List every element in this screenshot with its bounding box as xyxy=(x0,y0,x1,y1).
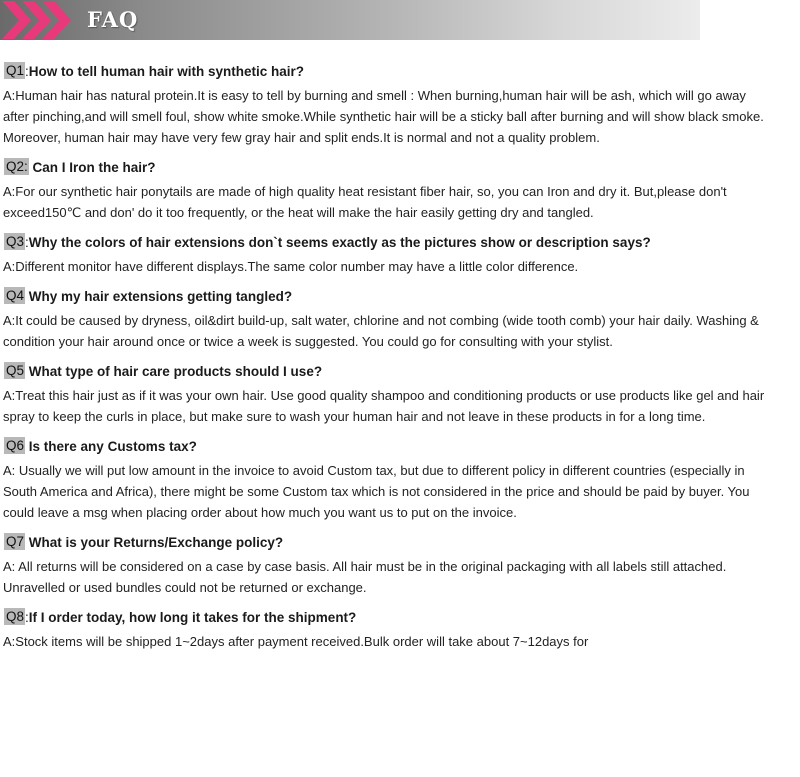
question-number: Q3 xyxy=(6,234,25,249)
chevron-1 xyxy=(2,1,31,39)
faq-question xyxy=(0,155,800,181)
faq-item xyxy=(0,359,800,427)
page-title: FAQ xyxy=(87,7,139,32)
question-text: What is your Returns/Exchange policy? xyxy=(28,535,284,550)
question-separator: : xyxy=(25,64,29,79)
faq-question xyxy=(0,359,800,385)
question-text: What type of hair care products should I use? xyxy=(28,364,323,379)
faq-item xyxy=(0,59,800,148)
question-number: Q1 xyxy=(6,63,25,78)
faq-header-banner xyxy=(0,0,700,40)
faq-answer: A: Usually we will put low amount in the invoice to avoid Custom tax, but due to different policy in different countries (especially in South America and Africa), there might be some Custom tax which is not considered in the price and should be paid by buyer. You could leave a msg when placing order about how much you want us to put on the invoice. xyxy=(3,463,750,520)
faq-question xyxy=(0,59,800,85)
faq-item xyxy=(0,284,800,352)
chevron-arrows-icon xyxy=(0,0,80,40)
faq-question xyxy=(0,434,800,460)
question-number: Q8 xyxy=(6,609,25,624)
faq-answer: A:Different monitor have different displays.The same color number may have a little color difference. xyxy=(3,259,579,274)
faq-list xyxy=(0,59,800,659)
faq-item xyxy=(0,434,800,523)
question-separator: : xyxy=(25,235,29,250)
faq-answer: A:Stock items will be shipped 1~2days after payment received.Bulk order will take about 7~12days for xyxy=(3,634,589,649)
faq-answer: A: All returns will be considered on a case by case basis. All hair must be in the original packaging with all labels still attached. Unravelled or used bundles could not be returned or exchange. xyxy=(3,559,727,595)
faq-item xyxy=(0,230,800,277)
question-number: Q6 xyxy=(6,438,25,453)
faq-question xyxy=(0,230,800,256)
faq-answer: A:Human hair has natural protein.It is easy to tell by burning and smell : When burning,human hair will be ash, which will go away after pinching,and will smell foul, show white smoke.While synthetic hair will be a sticky ball after burning and will show black smoke. Moreover, human hair may have very few gray hair and split ends.It is normal and not a quality problem. xyxy=(3,88,764,145)
faq-answer: A:It could be caused by dryness, oil&dirt build-up, salt water, chlorine and not combing (wide tooth comb) your hair daily. Washing & condition your hair around once or twice a week is suggested. You could go for consulting with your stylist. xyxy=(3,313,759,349)
question-number: Q4 xyxy=(6,288,25,303)
faq-item xyxy=(0,605,800,652)
question-text: Why my hair extensions getting tangled? xyxy=(28,289,293,304)
question-number: Q2: xyxy=(6,159,28,174)
faq-question xyxy=(0,530,800,556)
question-separator: : xyxy=(25,610,29,625)
question-text: If I order today, how long it takes for the shipment? xyxy=(28,610,357,625)
faq-answer: A:Treat this hair just as if it was your own hair. Use good quality shampoo and conditioning products or use products like gel and hair spray to keep the curls in place, but make sure to wash your human hair and not leave in these products in for a long time. xyxy=(3,388,765,424)
question-number: Q5 xyxy=(6,363,25,378)
faq-item xyxy=(0,155,800,223)
question-text: Why the colors of hair extensions don`t seems exactly as the pictures show or description says? xyxy=(28,235,651,250)
question-text: Is there any Customs tax? xyxy=(28,439,197,454)
faq-question xyxy=(0,605,800,631)
question-number: Q7 xyxy=(6,534,25,549)
faq-answer: A:For our synthetic hair ponytails are made of high quality heat resistant fiber hair, so, you can Iron and dry it. But,please don't exceed150℃ and don' do it too frequently, or the heat will make the hair easily getting dry and tangled. xyxy=(3,184,727,220)
question-text: Can I Iron the hair? xyxy=(32,160,156,175)
faq-item xyxy=(0,530,800,598)
question-text: How to tell human hair with synthetic hair? xyxy=(28,64,305,79)
faq-question xyxy=(0,284,800,310)
